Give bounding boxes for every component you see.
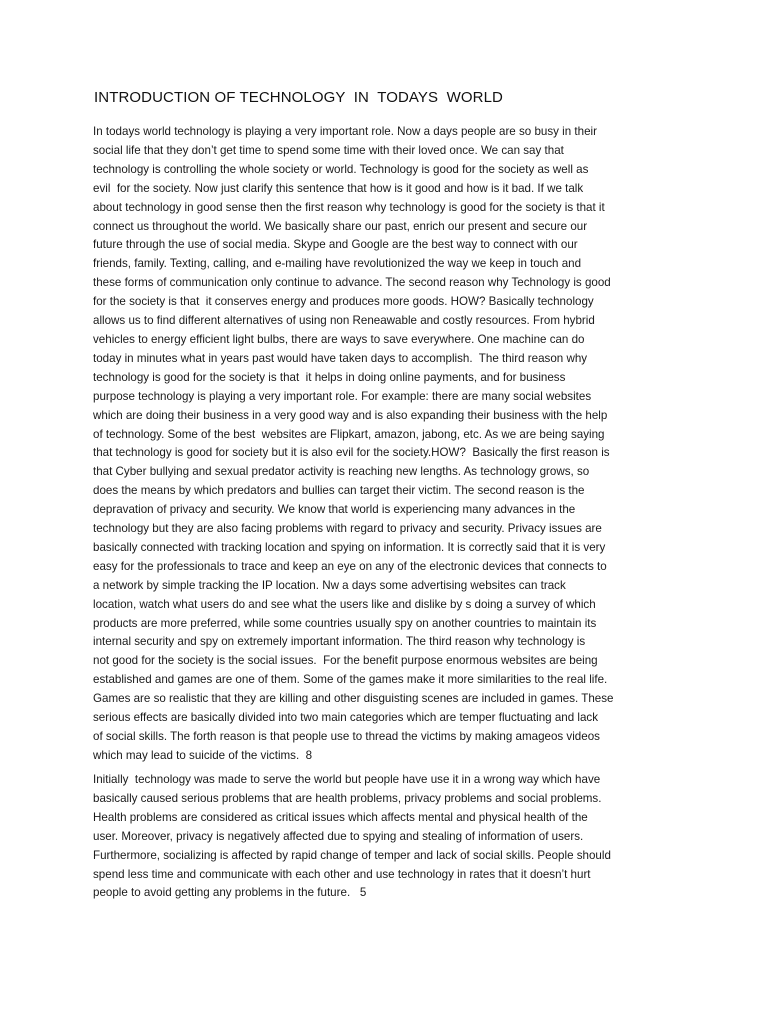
text-line: depravation of privacy and security. We know that world is experiencing many advances in the (93, 503, 576, 517)
text-line: basically caused serious problems that are health problems, privacy problems and social problems. (93, 791, 602, 805)
text-line: a network by simple tracking the IP location. Nw a days some advertising websites can track (93, 578, 566, 592)
text-line: technology is controlling the whole society or world. Technology is good for the society as well as (93, 162, 589, 176)
text-line: future through the use of social media. Skype and Google are the best way to connect with our (93, 238, 578, 252)
text-line: of technology. Some of the best websites are Flipkart, amazon, jabong, etc. As we are being saying (93, 427, 605, 441)
text-line: internal security and spy on extremely important information. The third reason why technology is (93, 635, 586, 649)
text-line: does the means by which predators and bullies can target their victim. The second reason is the (93, 484, 585, 498)
page-title: INTRODUCTION OF TECHNOLOGY IN TODAYS WORLD (94, 89, 503, 106)
text-line: serious effects are basically divided into two main categories which are temper fluctuating and lack (93, 711, 599, 725)
text-line: technology is good for the society is that it helps in doing online payments, and for business (93, 370, 566, 384)
text-line: location, watch what users do and see what the users like and dislike by s doing a survey of which (93, 597, 596, 611)
text-line: for the society is that it conserves energy and produces more goods. HOW? Basically technology (93, 295, 594, 309)
text-line: of social skills. The forth reason is that people use to thread the victims by making amageos videos (93, 730, 600, 743)
text-line: that Cyber bullying and sexual predator activity is reaching new lengths. As technology grows, so (93, 465, 590, 479)
text-line: friends, family. Texting, calling, and e-mailing have revolutionized the way we keep in touch and (93, 257, 582, 271)
text-line: easy for the professionals to trace and keep an eye on any of the electronic devices that connects to (93, 559, 607, 573)
text-line: evil for the society. Now just clarify this sentence that how is it good and how is it bad. If we talk (93, 181, 584, 195)
text-line: allows us to find different alternatives of using non Reneawable and costly resources. From hybrid (93, 314, 595, 328)
text-line: about technology in good sense then the first reason why technology is good for the society is that it (93, 200, 605, 214)
text-line: connect us throughout the world. We basically share our past, enrich our present and secure our (93, 219, 588, 233)
text-line: basically connected with tracking location and spying on information. It is correctly said that it is very (93, 540, 606, 554)
text-line: which are doing their business in a very good way and is also expanding their business with the help (93, 408, 608, 422)
text-line: Furthermore, socializing is affected by rapid change of temper and lack of social skills. People should (93, 848, 611, 862)
text-line: today in minutes what in years past would have taken days to accomplish. The third reason why (93, 351, 588, 365)
text-line: social life that they don’t get time to spend some time with their loved once. We can say that (93, 143, 564, 157)
text-line: user. Moreover, privacy is negatively affected due to spying and stealing of information of users. (93, 829, 584, 843)
text-line: technology but they are also facing problems with regard to privacy and security. Privacy issues are (93, 522, 602, 536)
paragraph-2 (93, 771, 693, 903)
text-line: which may lead to suicide of the victims. 8 (93, 748, 313, 762)
text-line: spend less time and communicate with each other and use technology in rates that it doesn’t hurt (93, 867, 591, 881)
text-line: purpose technology is playing a very important role. For example: there are many social websites (93, 389, 592, 403)
paragraph-1 (93, 123, 693, 766)
text-line: that technology is good for society but it is also evil for the society.HOW? Basically the first reason is (93, 446, 610, 460)
text-line: Health problems are considered as critical issues which affects mental and physical health of the (93, 810, 588, 824)
text-line: these forms of communication only continue to advance. The second reason why Technology is good (93, 276, 611, 290)
text-line: not good for the society is the social issues. For the benefit purpose enormous websites are being (93, 654, 598, 668)
text-line: people to avoid getting any problems in the future. 5 (93, 886, 367, 900)
text-line: Initially technology was made to serve the world but people have use it in a wrong way which have (93, 773, 601, 786)
text-line: In todays world technology is playing a very important role. Now a days people are so busy in their (93, 125, 597, 138)
text-line: established and games are one of them. Some of the games make it more similarities to the real life. (93, 673, 608, 687)
text-line: products are more preferred, while some countries usually spy on another countries to maintain its (93, 616, 597, 630)
text-line: Games are so realistic that they are killing and other disguisting scenes are included in games. These (93, 692, 614, 706)
text-line: vehicles to energy efficient light bulbs, there are ways to save everywhere. One machine can do (93, 332, 585, 346)
